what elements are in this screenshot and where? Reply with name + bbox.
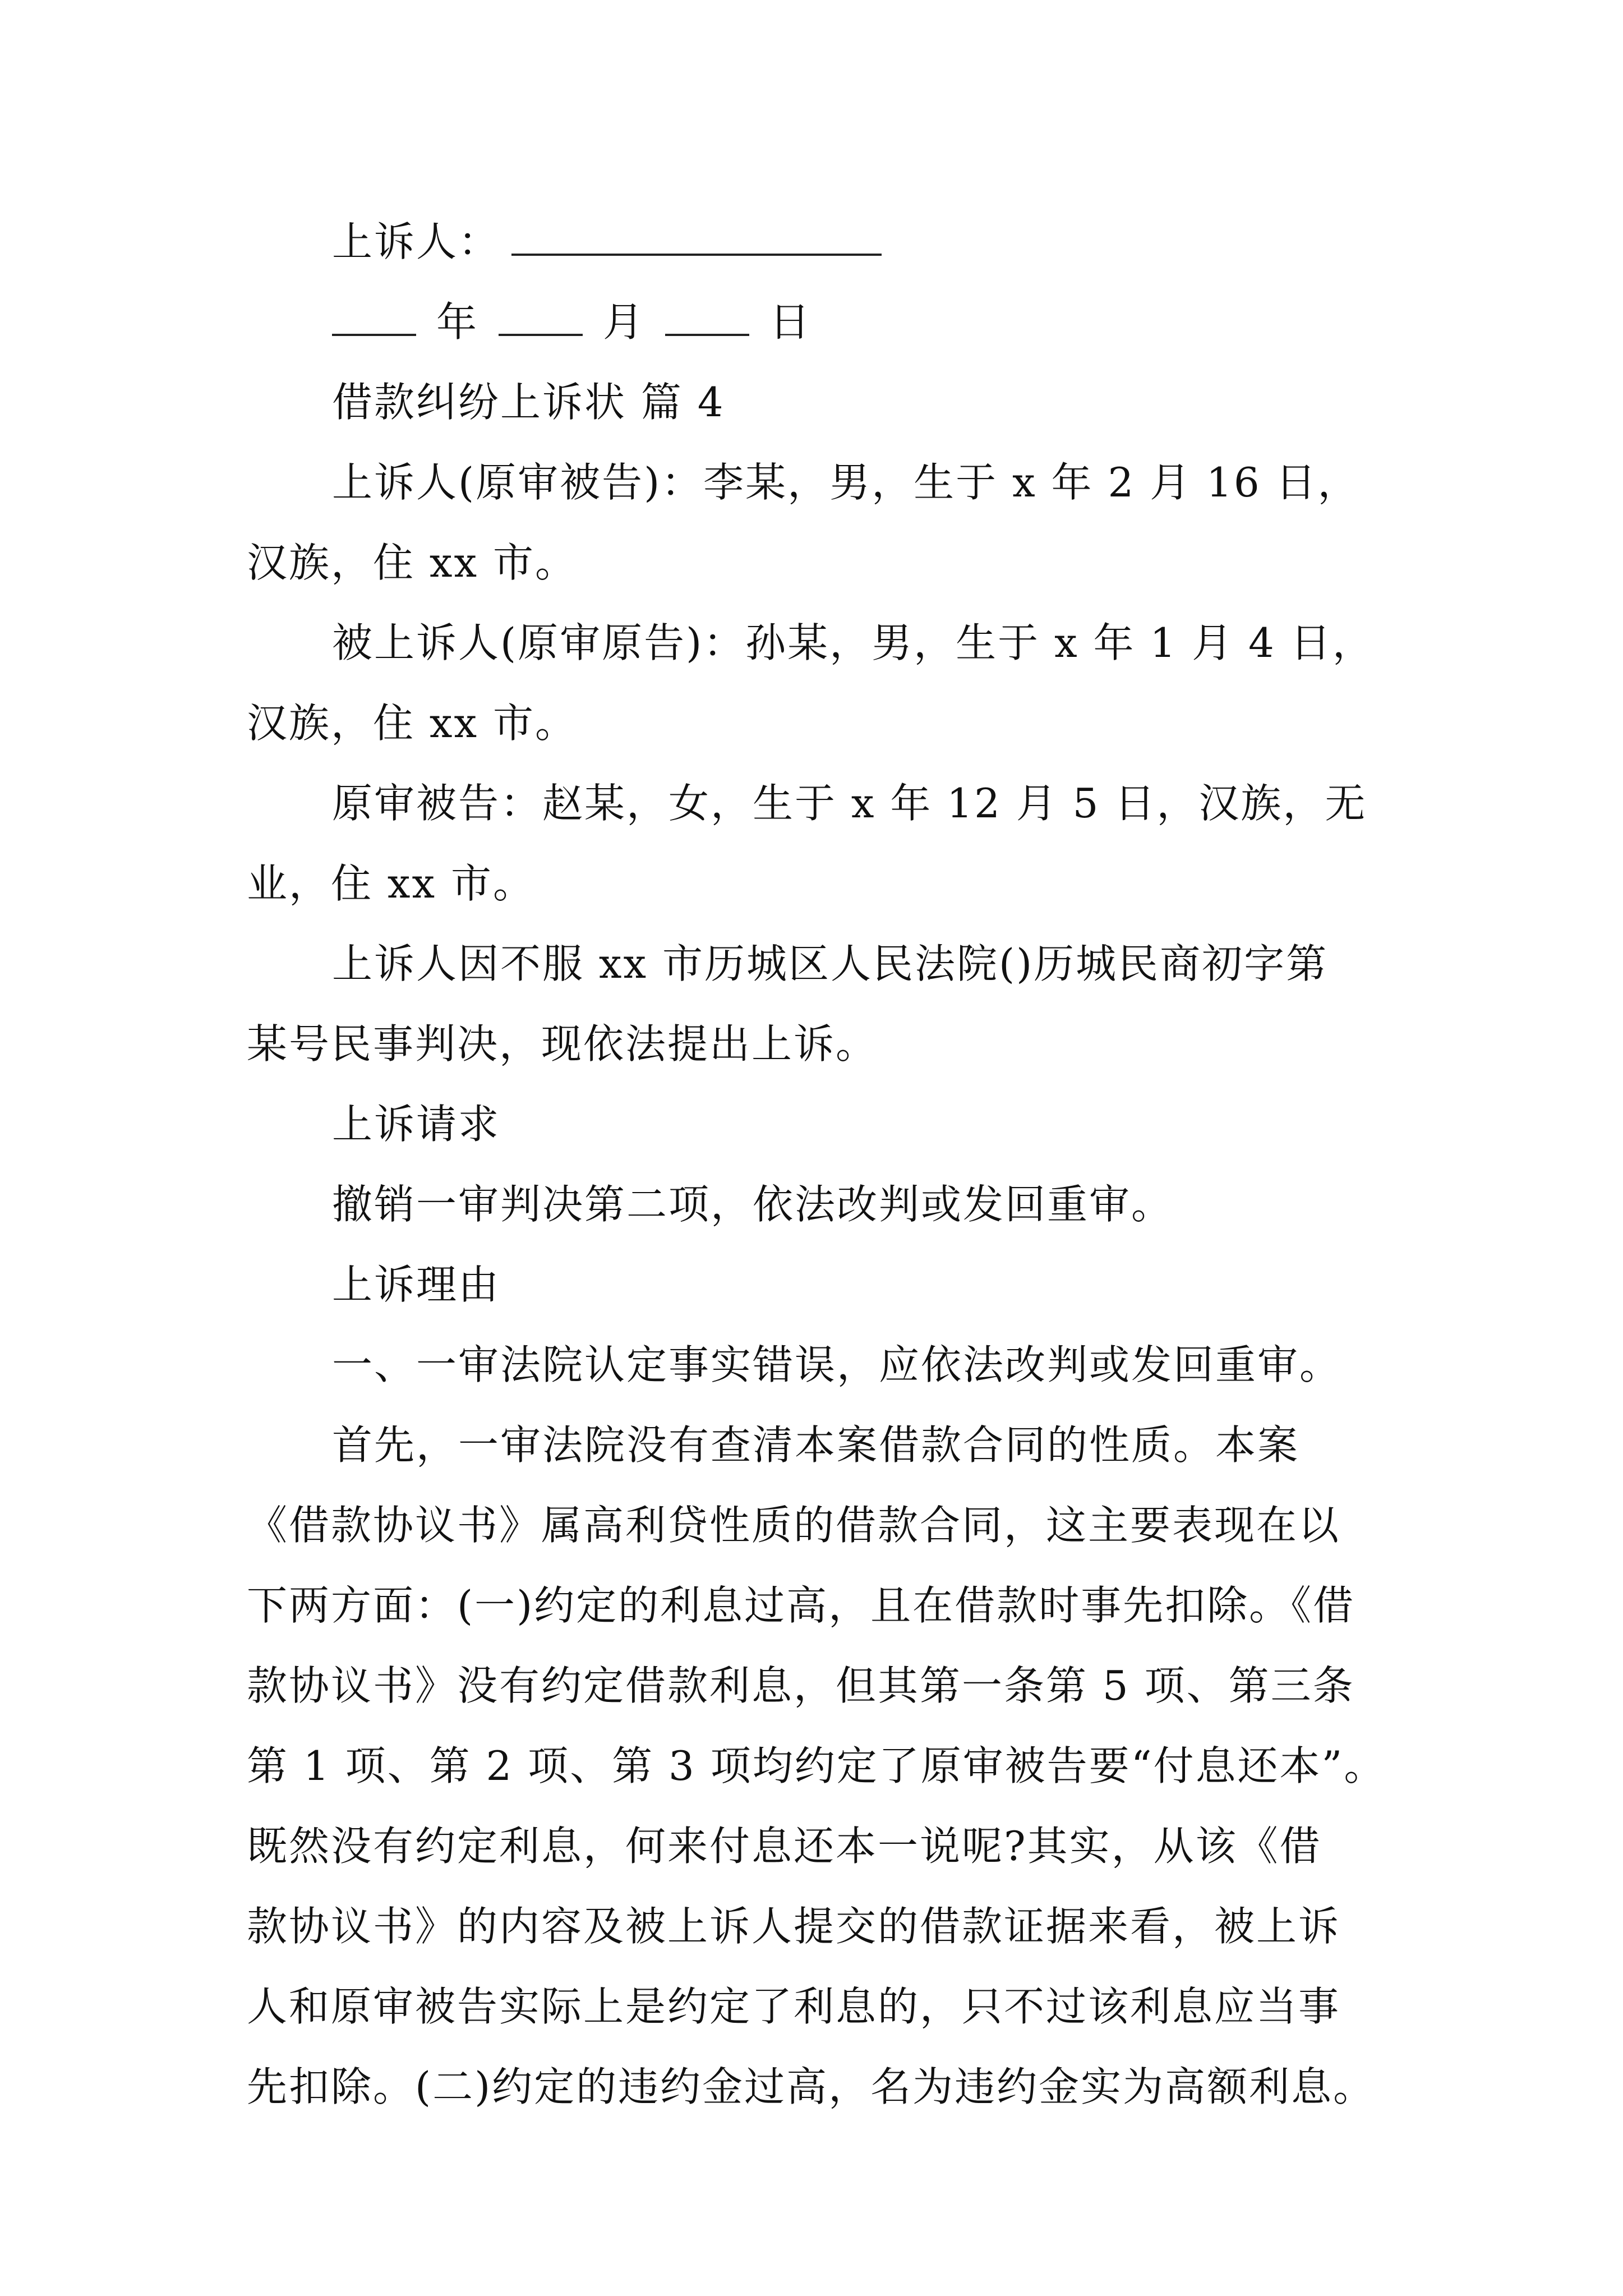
appeal-request-heading: 上诉请求 (332, 1101, 501, 1148)
paragraph-line: 人和原审被告实际上是约定了利息的，只不过该利息应当事 (247, 1983, 1341, 2030)
month-label: 月 (603, 298, 645, 346)
month-blank (499, 297, 583, 336)
section-heading: 借款纠纷上诉状 篇 4 (332, 379, 725, 426)
appellant-signature-label: 上诉人： (332, 218, 501, 265)
appellant-info: 上诉人(原审被告)：李某，男，生于 x 年 2 月 16 日， (332, 459, 1360, 506)
signature-line (247, 202, 1380, 282)
paragraph-line: 先扣除。(二)约定的违约金过高，名为违约金实为高额利息。 (247, 2063, 1376, 2110)
paragraph-line: 款协议书》没有约定借款利息，但其第一条第 5 项、第三条 (247, 1662, 1355, 1709)
appellee-info-cont: 汉族，住 xx 市。 (247, 700, 577, 747)
paragraph-line: 首先，一审法院没有查清本案借款合同的性质。本案 (332, 1421, 1300, 1469)
appellant-info-cont: 汉族，住 xx 市。 (247, 539, 577, 586)
date-line (247, 282, 1380, 362)
day-label: 日 (769, 298, 812, 346)
year-label: 年 (436, 298, 479, 346)
appeal-statement-cont: 某号民事判决，现依法提出上诉。 (247, 1020, 878, 1068)
paragraph-line: 第 1 项、第 2 项、第 3 项均约定了原审被告要“付息还本”。 (247, 1742, 1386, 1789)
appeal-request-text: 撤销一审判决第二项，依法改判或发回重审。 (332, 1181, 1174, 1228)
appellee-info: 被上诉人(原审原告)：孙某，男，生于 x 年 1 月 4 日， (332, 619, 1375, 666)
signature-blank (511, 217, 882, 256)
paragraph-line: 既然没有约定利息，何来付息还本一说呢?其实，从该《借 (247, 1823, 1322, 1870)
reason-point-one: 一、一审法院认定事实错误，应依法改判或发回重审。 (332, 1341, 1342, 1388)
paragraph-line: 《借款协议书》属高利贷性质的借款合同，这主要表现在以 (247, 1502, 1341, 1549)
original-defendant-info: 原审被告：赵某，女，生于 x 年 12 月 5 日，汉族，无 (332, 780, 1367, 827)
document-body (247, 202, 1386, 2127)
appeal-statement: 上诉人因不服 xx 市历城区人民法院()历城民商初字第 (332, 940, 1329, 987)
paragraph-line: 款协议书》的内容及被上诉人提交的借款证据来看，被上诉 (247, 1903, 1341, 1950)
paragraph-line: 下两方面：(一)约定的利息过高，且在借款时事先扣除。《借 (247, 1582, 1355, 1629)
original-defendant-info-cont: 业，住 xx 市。 (247, 860, 535, 907)
year-blank (332, 297, 416, 336)
appeal-reason-heading: 上诉理由 (332, 1261, 501, 1308)
day-blank (665, 297, 749, 336)
